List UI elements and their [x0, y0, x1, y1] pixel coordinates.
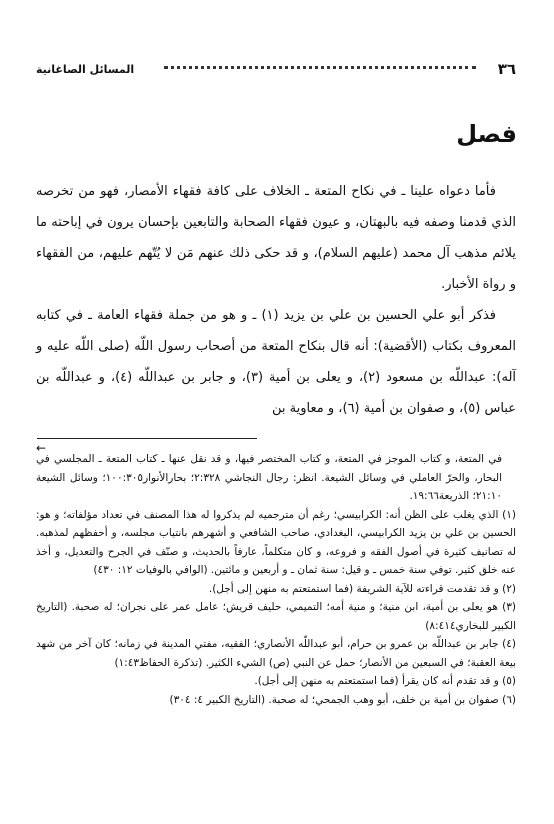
paragraph: فذكر أبو علي الحسين بن علي بن يزيد (١) ـ و هو من جملة فقهاء العامة ـ في كتابه المعروف بكتاب (الأقضية): أنه قال بنكاح المتعة من أصحاب رسول اللّه (صلى اللّه عليه و آله): عبداللّه بن مسعود (٢)، و يعلى بن أمية (٣)، و جابر بن عبداللّه (٤)، و عبداللّه بن عباس (٥)، و صفوان بن أمية (٦)، و معاوية بن [36, 308, 517, 416]
section-title: فصل [456, 120, 517, 148]
footnote-continuation: في المتعة، و كتاب الموجز في المتعة، و كتاب المختصر فيها، و قد نقل عنها ـ كتاب المتعة ـ المجلسي في البحار، والحرّ العاملي في وسائل الشيعة. انظر: رجال النجاشي ٢:٣٢٨؛ بحارالأنوار١٠٠:٣٠٥؛ وسائل الشيعة ٢١:١٠؛ الذريعة١٩:٦٦. [36, 453, 503, 502]
continuation-arrow-icon: ← [36, 441, 47, 455]
footnote-separator [37, 438, 257, 439]
paragraph: فأما دعواه علينا ـ في نكاح المتعة ـ الخلاف على كافة فقهاء الأمصار، فهو من تخرصه الذي قدمنا وصفه فيه بالبهتان، و عيون فقهاء الصحابة والتابعين بإحسان يرون في إباحته ما يلائم مذهب آل محمد (عليهم السلام)، و قد حكى ذلك عنهم مَن لا يُتّهم عليهم، من الفقهاء و رواة الأخبار. [36, 184, 516, 292]
footnote: (٢) و قد تقدمت قراءته للآية الشريفة (فما استمتعتم به منهن إلى أجل). [208, 582, 516, 595]
page-header [36, 60, 516, 82]
footnote: (١) الذي يغلب على الظن أنه: الكرابيسي؛ رغم أن مترجميه لم يذكروا له هذا المصنف في تعداد مؤلفاته؛ و هو: الحسين بن علي بن يزيد الكرابيسي، البغدادي، صاحب الشافعي و أشهرهم بانتياب مجلسه، و أحفظهم لمذهبه. له تصانيف كثيرة في أصول الفقه و فروعه، و كان متكلماً، عارفاً بالحديث، و صنّف في الجرح والتعديل، و أخذ عنه خلق كثير. توفي سنة خمس ـ و قيل: سنة ثمان ـ و أربعين و مائتين. (الوافي بالوفيات ١٢: ٤٣٠) [36, 508, 516, 576]
footnote: (٥) و قد تقدم أنه كان يقرأ (فما استمتعتم به منهن إلى أجل). [254, 675, 516, 687]
main-text [36, 176, 516, 424]
footnotes [36, 450, 516, 709]
footnote: (٣) هو يعلى بن أمية، ابن منية؛ و منية أمه؛ التميمي، حليف قريش؛ عامل عمر على نجران؛ له صحبة. (التاريخ الكبير للبخاري٨:٤١٤) [36, 601, 516, 632]
footnote: (٤) جابر بن عبداللّه بن عمرو بن حرام، أبو عبداللّه الأنصاري؛ الفقيه، مفتي المدينة في زمانه؛ كان آخر من شهد بيعة العقبة؛ في السبعين من الأنصار؛ حمل عن النبي (ص) الشيء الكثير. (تذكرة الحفاظ١:٤٣) [36, 638, 516, 669]
footnote: (٦) صفوان بن أمية بن خلف، أبو وهب الجمحي؛ له صحبة. (التاريخ الكبير ٤: ٣٠٤) [169, 693, 516, 706]
header-dotted-leader [164, 66, 476, 69]
page-number: ٣٦ [497, 60, 516, 78]
running-title: المسائل الصاغانية [36, 63, 135, 76]
